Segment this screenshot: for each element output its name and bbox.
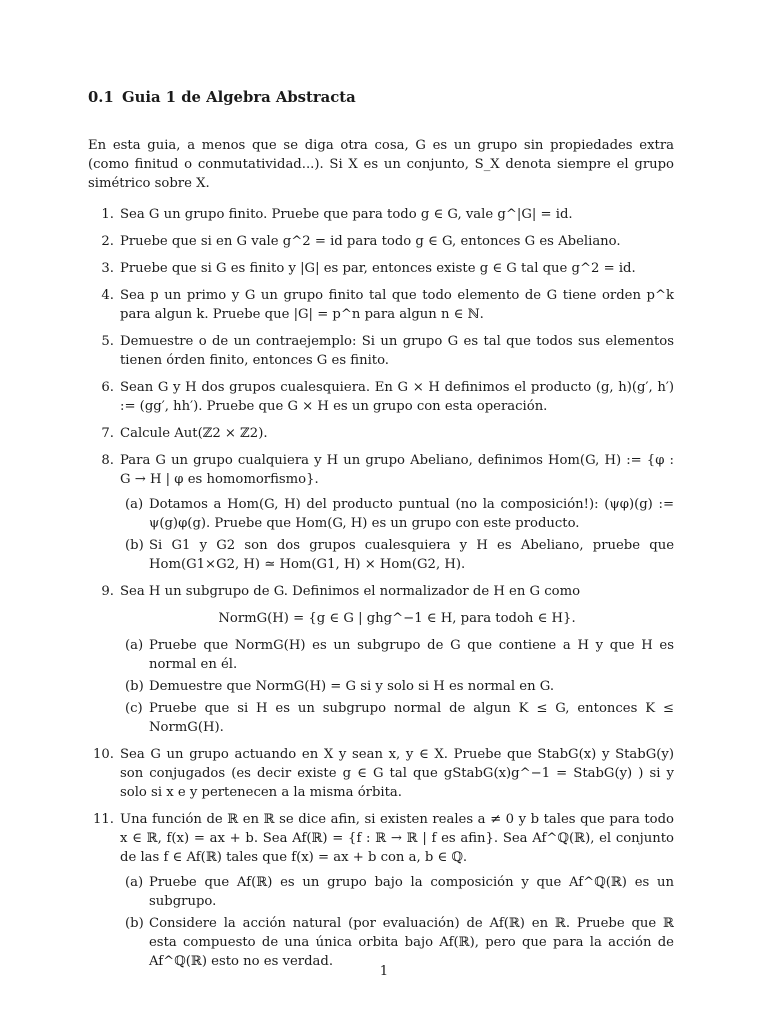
exercise-text: Sea p un primo y G un grupo finito tal que todo elemento de G tiene orden p^k para algun k. Pruebe que |G| = p^n para algun n ∈ ℕ. xyxy=(120,288,674,322)
subpart-item xyxy=(120,495,674,533)
exercise-text: Calcule Aut(ℤ2 × ℤ2). xyxy=(120,426,268,441)
exercise-number: 10. xyxy=(93,747,114,762)
exercise-text: Para G un grupo cualquiera y H un grupo Abeliano, definimos Hom(G, H) := {φ : G → H | φ es homomorfismo}. xyxy=(120,453,674,487)
exercise-item xyxy=(88,451,674,574)
subpart-label: (a) xyxy=(125,875,144,890)
exercise-text: Sea H un subgrupo de G. Definimos el normalizador de H en G como xyxy=(120,584,581,599)
subpart-label: (a) xyxy=(125,497,144,512)
subpart-text: Dotamos a Hom(G, H) del producto puntual (no la composición!): (ψφ)(g) := ψ(g)φ(g). Pruebe que Hom(G, H) es un grupo con este producto. xyxy=(149,497,674,531)
subpart-label: (b) xyxy=(125,538,144,553)
exercise-number: 1. xyxy=(101,207,114,222)
subpart-label: (b) xyxy=(125,916,144,931)
exercise-list xyxy=(88,205,674,971)
subpart-text: Pruebe que Af(ℝ) es un grupo bajo la composición y que Af^ℚ(ℝ) es un subgrupo. xyxy=(149,875,674,909)
subpart-text: Demuestre que NormG(H) = G si y solo si H es normal en G. xyxy=(149,679,555,694)
subpart-item xyxy=(120,636,674,674)
subpart-item xyxy=(120,677,674,696)
exercise-text: Sean G y H dos grupos cualesquiera. En G × H definimos el producto (g, h)(g′, h′) := (gg′, hh′). Pruebe que G × H es un grupo con esta operación. xyxy=(120,380,674,414)
exercise-text: Pruebe que si G es finito y |G| es par, entonces existe g ∈ G tal que g^2 = id. xyxy=(120,261,636,276)
subpart-text: Considere la acción natural (por evaluación) de Af(ℝ) en ℝ. Pruebe que ℝ esta compuesto de una única orbita bajo Af(ℝ), pero que para la acción de Af^ℚ(ℝ) esto no es verdad. xyxy=(149,916,674,969)
subpart-text: Pruebe que si H es un subgrupo normal de algun K ≤ G, entonces K ≤ NormG(H). xyxy=(149,701,674,735)
subpart-list xyxy=(120,636,674,737)
exercise-item xyxy=(88,232,674,251)
document-page xyxy=(88,88,674,979)
exercise-text: Pruebe que si en G vale g^2 = id para todo g ∈ G, entonces G es Abeliano. xyxy=(120,234,621,249)
subpart-label: (c) xyxy=(125,701,143,716)
exercise-item xyxy=(88,745,674,802)
exercise-number: 6. xyxy=(101,380,114,395)
exercise-number: 5. xyxy=(101,334,114,349)
exercise-text: Sea G un grupo actuando en X y sean x, y ∈ X. Pruebe que StabG(x) y StabG(y) son conjugados (es decir existe g ∈ G tal que gStabG(x)g^−1 = StabG(y) ) si y solo si x e y pertenecen a la misma órbita. xyxy=(120,747,674,800)
exercise-item xyxy=(88,582,674,737)
exercise-item xyxy=(88,205,674,224)
subpart-label: (a) xyxy=(125,638,144,653)
subpart-item xyxy=(120,873,674,911)
subpart-item xyxy=(120,699,674,737)
page-number: 1 xyxy=(379,964,389,979)
exercise-item xyxy=(88,286,674,324)
exercise-text: Sea G un grupo finito. Pruebe que para todo g ∈ G, vale g^|G| = id. xyxy=(120,207,573,222)
exercise-text: Demuestre o de un contraejemplo: Si un grupo G es tal que todos sus elementos tienen órden finito, entonces G es finito. xyxy=(120,334,674,368)
exercise-item xyxy=(88,378,674,416)
exercise-item xyxy=(88,810,674,971)
subpart-list xyxy=(120,873,674,971)
section-number: 0.1 xyxy=(88,89,114,106)
subpart-list xyxy=(120,495,674,574)
exercise-number: 8. xyxy=(101,453,114,468)
exercise-item xyxy=(88,259,674,278)
subpart-text: Si G1 y G2 son dos grupos cualesquiera y H es Abeliano, pruebe que Hom(G1×G2, H) ≃ Hom(G1, H) × Hom(G2, H). xyxy=(149,538,674,572)
exercise-number: 7. xyxy=(101,426,114,441)
intro-paragraph: En esta guia, a menos que se diga otra cosa, G es un grupo sin propiedades extra (como finitud o conmutatividad...). Si X es un conjunto, S_X denota siempre el grupo simétrico sobre X. xyxy=(88,138,674,191)
exercise-item xyxy=(88,332,674,370)
exercise-number: 2. xyxy=(101,234,114,249)
exercise-text: Una función de ℝ en ℝ se dice afin, si existen reales a ≠ 0 y b tales que para todo x ∈ ℝ, f(x) = ax + b. Sea Af(ℝ) = {f : ℝ → ℝ | f es afin}. Sea Af^ℚ(ℝ), el conjunto de las f ∈ Af(ℝ) tales que f(x) = ax + b con a, b ∈ ℚ. xyxy=(120,812,674,865)
exercise-number: 11. xyxy=(93,812,114,827)
exercise-number: 9. xyxy=(101,584,114,599)
subpart-label: (b) xyxy=(125,679,144,694)
subpart-item xyxy=(120,536,674,574)
exercise-number: 4. xyxy=(101,288,114,303)
subpart-text: Pruebe que NormG(H) es un subgrupo de G que contiene a H y que H es normal en él. xyxy=(149,638,674,672)
exercise-number: 3. xyxy=(101,261,114,276)
section-title: Guia 1 de Algebra Abstracta xyxy=(122,89,356,106)
section-heading xyxy=(88,88,674,107)
exercise-item xyxy=(88,424,674,443)
display-equation: NormG(H) = {g ∈ G | ghg^−1 ∈ H, para todoh ∈ H}. xyxy=(218,611,576,626)
